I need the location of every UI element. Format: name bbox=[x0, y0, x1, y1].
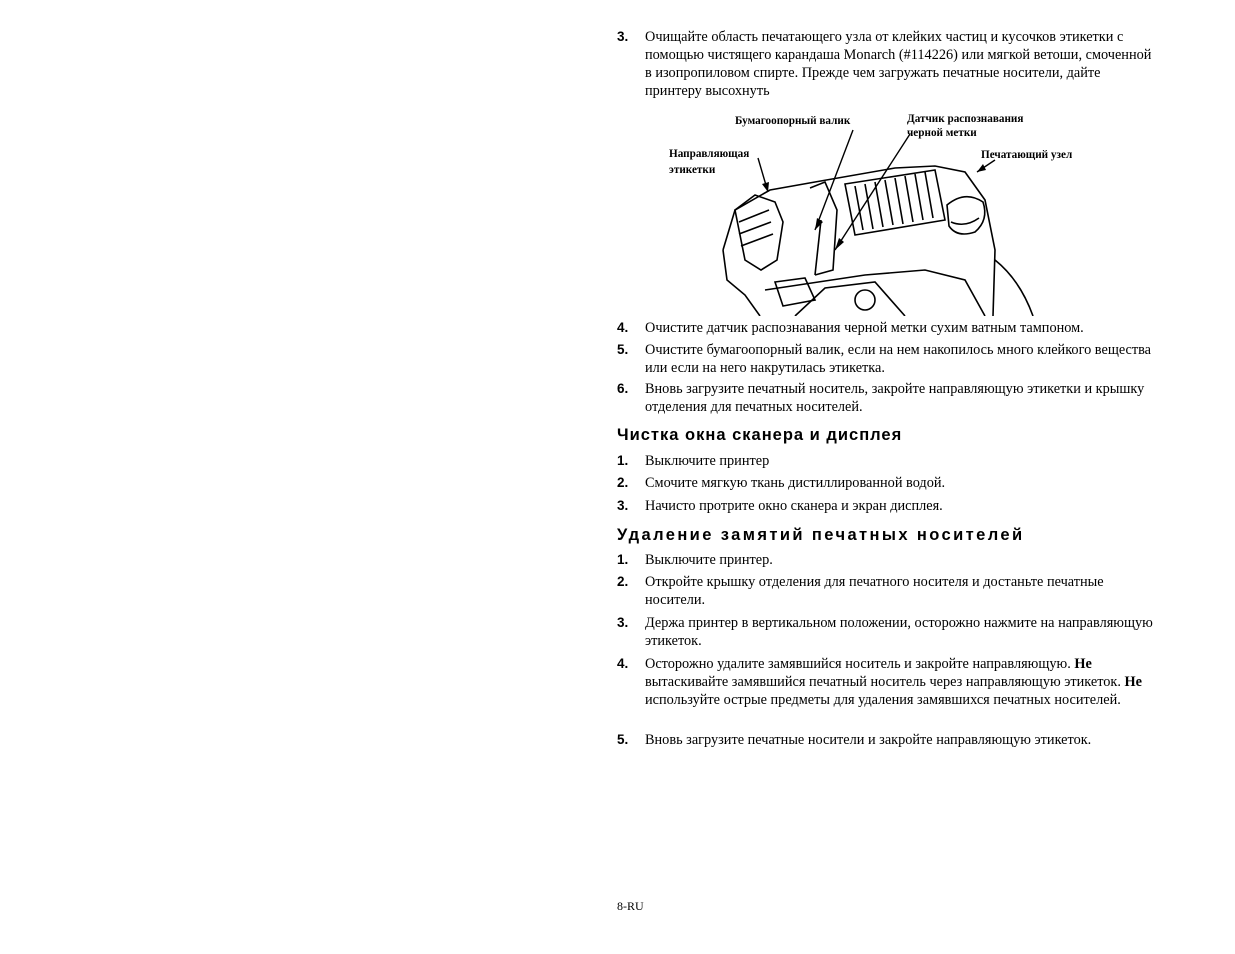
printer-illustration bbox=[665, 110, 1095, 316]
step-text-part: используйте острые предметы для удаления замявшихся печатных носителей. bbox=[645, 692, 1121, 708]
step-number: 4. bbox=[617, 320, 629, 335]
emphasis-not: Не bbox=[1124, 674, 1142, 690]
page-number: 8-RU bbox=[617, 899, 644, 913]
step-text: Вновь загрузите печатные носители и закройте направляющую этикеток. bbox=[645, 732, 1092, 748]
step-text: Начисто протрите окно сканера и экран дисплея. bbox=[645, 498, 943, 514]
label-label-guide-line1: Направляющая bbox=[669, 148, 750, 160]
label-blackmark-sensor-line1: Датчик распознавания bbox=[907, 113, 1024, 125]
label-label-guide-line2: этикетки bbox=[669, 164, 716, 176]
step-text: Очищайте область печатающего узла от клейких частиц и кусочков этикетки с помощью чистящего карандаша Monarch (#114226) или мягкой ветоши, смоченной в изопропиловом спирте. Прежде чем загружать печатные носители, дайте принтеру высохнуть bbox=[645, 29, 1152, 99]
emphasis-not: Не bbox=[1074, 656, 1092, 672]
section-heading-jams: Удаление замятий печатных носителей bbox=[617, 526, 1025, 544]
printer-figure bbox=[665, 110, 1095, 316]
step-text-part: Осторожно удалите замявшийся носитель и закройте направляющую. bbox=[645, 656, 1075, 672]
step-number: 3. bbox=[617, 498, 629, 513]
step-number: 6. bbox=[617, 381, 629, 396]
step-text: Выключите принтер. bbox=[645, 552, 773, 568]
step-number: 4. bbox=[617, 656, 629, 671]
step-number: 1. bbox=[617, 552, 629, 567]
step-text: Откройте крышку отделения для печатного носителя и достаньте печатные носители. bbox=[645, 574, 1104, 608]
step-number: 5. bbox=[617, 732, 629, 747]
step-number: 2. bbox=[617, 475, 629, 490]
step-number: 2. bbox=[617, 574, 629, 589]
step-text-part: вытаскивайте замявшийся печатный носитель через направляющую этикеток. bbox=[645, 674, 1125, 690]
label-platen-roller: Бумагоопорный валик bbox=[735, 115, 851, 127]
step-text: Держа принтер в вертикальном положении, осторожно нажмите на направляющую этикеток. bbox=[645, 615, 1153, 649]
step-number: 3. bbox=[617, 615, 629, 630]
step-number: 3. bbox=[617, 29, 629, 44]
label-printhead: Печатающий узел bbox=[981, 149, 1073, 161]
step-text: Смочите мягкую ткань дистиллированной водой. bbox=[645, 475, 946, 491]
section-heading-scanner: Чистка окна сканера и дисплея bbox=[617, 426, 903, 444]
step-number: 1. bbox=[617, 453, 629, 468]
step-text bbox=[645, 655, 1157, 709]
label-blackmark-sensor-line2: черной метки bbox=[907, 127, 977, 139]
step-number: 5. bbox=[617, 342, 629, 357]
step-text: Вновь загрузите печатный носитель, закройте направляющую этикетки и крышку отделения для печатных носителей. bbox=[645, 381, 1145, 415]
step-text: Выключите принтер bbox=[645, 453, 770, 469]
step-text: Очистите датчик распознавания черной метки сухим ватным тампоном. bbox=[645, 320, 1084, 336]
step-text: Очистите бумагоопорный валик, если на нем накопилось много клейкого вещества или если на него накрутилась этикетка. bbox=[645, 342, 1152, 376]
